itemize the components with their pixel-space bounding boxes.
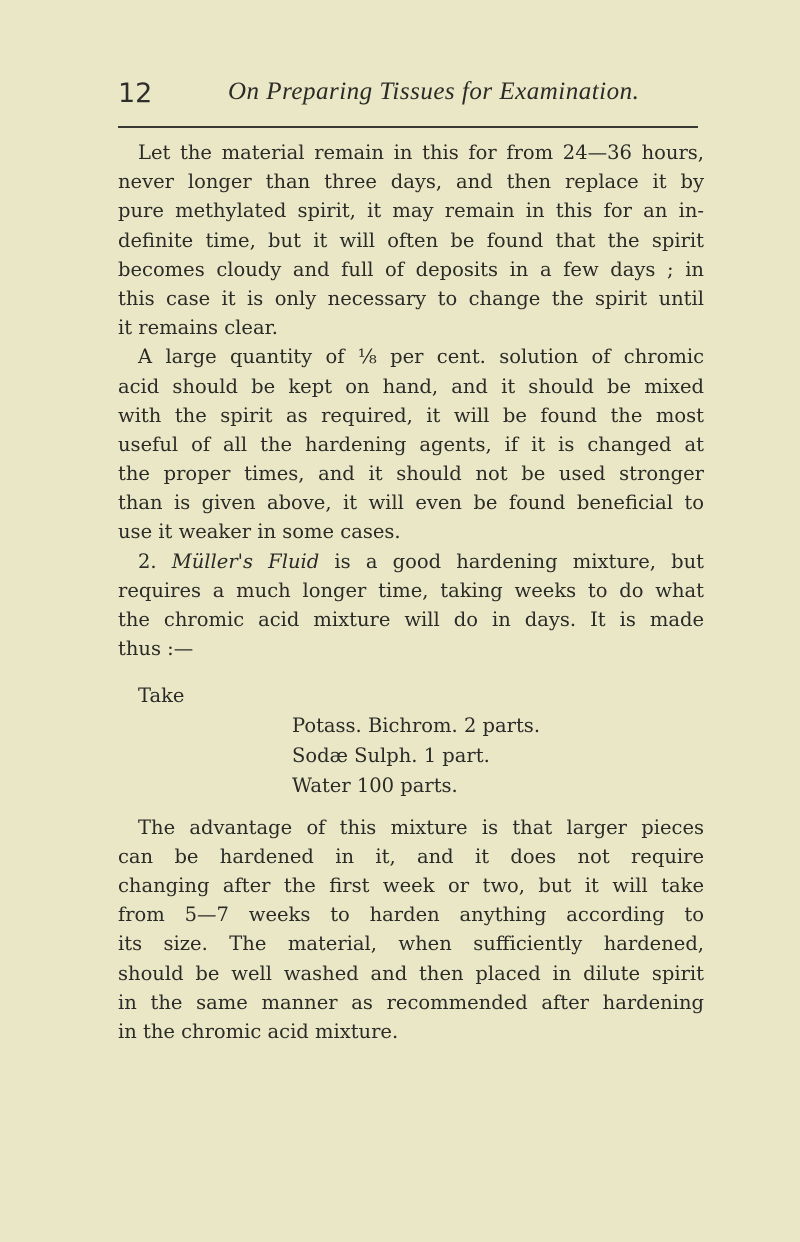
paragraph-2 [118,342,704,546]
recipe-take: Take [138,684,185,708]
text-line: useful of all the hardening agents, if it is changed at [118,432,704,456]
page-header [118,78,768,118]
section-number: 2. [138,549,172,573]
text-line: it remains clear. [118,316,278,340]
recipe [118,681,704,800]
text-line: requires a much longer time, taking weeks to do what [118,578,704,602]
text-line [118,547,704,576]
header-rule [118,126,698,128]
text-line: the chromic acid mixture will do in days. It is made [118,608,704,631]
text-line: this case it is only necessary to change the spirit until [118,286,704,310]
recipe-items [118,711,704,801]
fluid-name: Müller's Fluid [171,549,320,573]
text-line: A large quantity of ⅛ per cent. solution of chromic [138,345,704,369]
text-line: definite time, but it will often be found that the spirit [118,228,704,252]
text-line: pure methylated spirit, it may remain in this for an in- [118,199,704,223]
text-line: acid should be kept on hand, and it should be mixed [118,374,704,398]
paragraph-3 [118,547,704,664]
text-line: in the chromic acid mixture. [118,1019,399,1043]
recipe-item: Water 100 parts. [292,773,458,797]
text-line: changing after the first week or two, but it will take [118,873,704,897]
page-number: 12 [118,78,153,109]
text-line: Let the material remain in this for from 24—36 hours, [138,141,704,164]
text-line: in the same manner as recommended after hardening [118,990,704,1014]
paragraph-4 [118,813,704,1047]
text-line: thus :— [118,637,194,661]
recipe-item: Sodæ Sulph. 1 part. [292,743,490,767]
text-line: should be well washed and then placed in dilute spirit [118,961,704,985]
paragraph-1 [118,138,704,342]
running-head: On Preparing Tissues for Examination. [228,78,640,105]
text-line: becomes cloudy and full of deposits in a few days ; in [118,257,704,281]
text-line: can be hardened in it, and it does not require [118,844,704,868]
spacer [118,801,704,813]
text-line: never longer than three days, and then replace it by [118,170,704,194]
text-line: The advantage of this mixture is that larger pieces [138,815,704,839]
text-line: than is given above, it will even be found beneficial to [118,491,704,515]
body-text [118,138,704,1046]
recipe-item: Potass. Bichrom. 2 parts. [292,713,541,737]
text-line: its size. The material, when sufficiently hardened, [118,932,704,956]
text-line: the proper times, and it should not be used stronger [118,462,704,486]
text-run: is a good hardening mixture, but [319,549,704,573]
spacer [118,663,704,681]
text-line: from 5—7 weeks to harden anything according to [118,903,704,927]
text-line: with the spirit as required, it will be found the most [118,403,704,427]
text-line: use it weaker in some cases. [118,520,401,544]
